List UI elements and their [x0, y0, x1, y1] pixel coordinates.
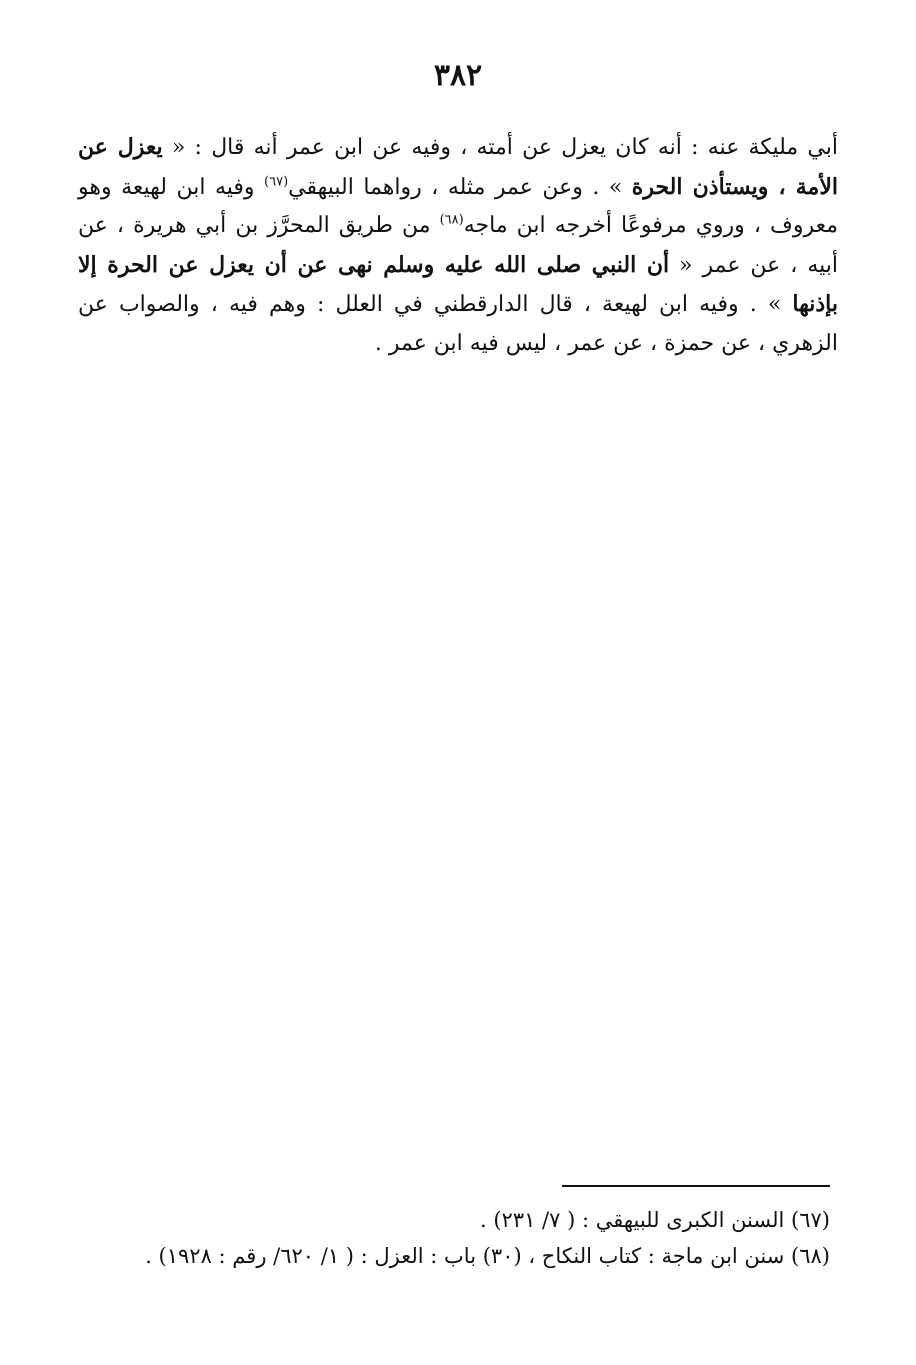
text-line-3	[78, 207, 838, 246]
text-line-6	[78, 325, 838, 364]
text-segment: أبيه ، عن عمر «	[669, 252, 838, 278]
page-number: ٣٨٢	[433, 58, 483, 93]
text-segment: » . وفيه ابن لهيعة ، قال الدارقطني في العلل : وهم فيه ، والصواب عن	[78, 292, 793, 317]
text-line-5	[78, 285, 838, 325]
text-segment: وفيه ابن لهيعة وهو	[78, 174, 265, 200]
text-segment: أبي مليكة عنه : أنه كان يعزل عن أمته ، وفيه عن ابن عمر أنه قال : «	[162, 135, 838, 160]
footnote-divider	[562, 1185, 830, 1187]
bold-quote: الأمة ، ويستأذن الحرة	[631, 173, 838, 200]
bold-quote: أن النبي صلى الله عليه وسلم نهى عن أن يعزل عن الحرة إلا	[78, 251, 670, 278]
bold-quote: بإذنها	[792, 291, 838, 317]
text-segment: معروف ، وروي مرفوعًا أخرجه ابن ماجه	[463, 213, 838, 238]
footnote-67: (٦٧) السنن الكبرى للبيهقي : ( ٧/ ٢٣١) .	[479, 1208, 830, 1232]
footnote-ref-67[interactable]: (٦٧)	[264, 174, 289, 190]
footnotes	[70, 1202, 830, 1274]
text-line-1	[78, 128, 838, 168]
text-segment: » . وعن عمر مثله ، رواهما البيهقي	[288, 174, 632, 200]
bold-quote: يعزل عن	[78, 134, 163, 160]
footnote-68: (٦٨) سنن ابن ماجة : كتاب النكاح ، (٣٠) باب : العزل : ( ١/ ٦٢٠/ رقم : ١٩٢٨) .	[145, 1244, 830, 1268]
text-line-2	[78, 168, 838, 208]
text-segment: من طريق المحرَّز بن أبي هريرة ، عن	[78, 213, 440, 238]
footnote-ref-68[interactable]: (٦٨)	[439, 212, 464, 228]
main-text	[78, 128, 838, 363]
text-line-4	[78, 246, 838, 286]
text-segment: الزهري ، عن حمزة ، عن عمر ، ليس فيه ابن عمر .	[374, 330, 838, 356]
